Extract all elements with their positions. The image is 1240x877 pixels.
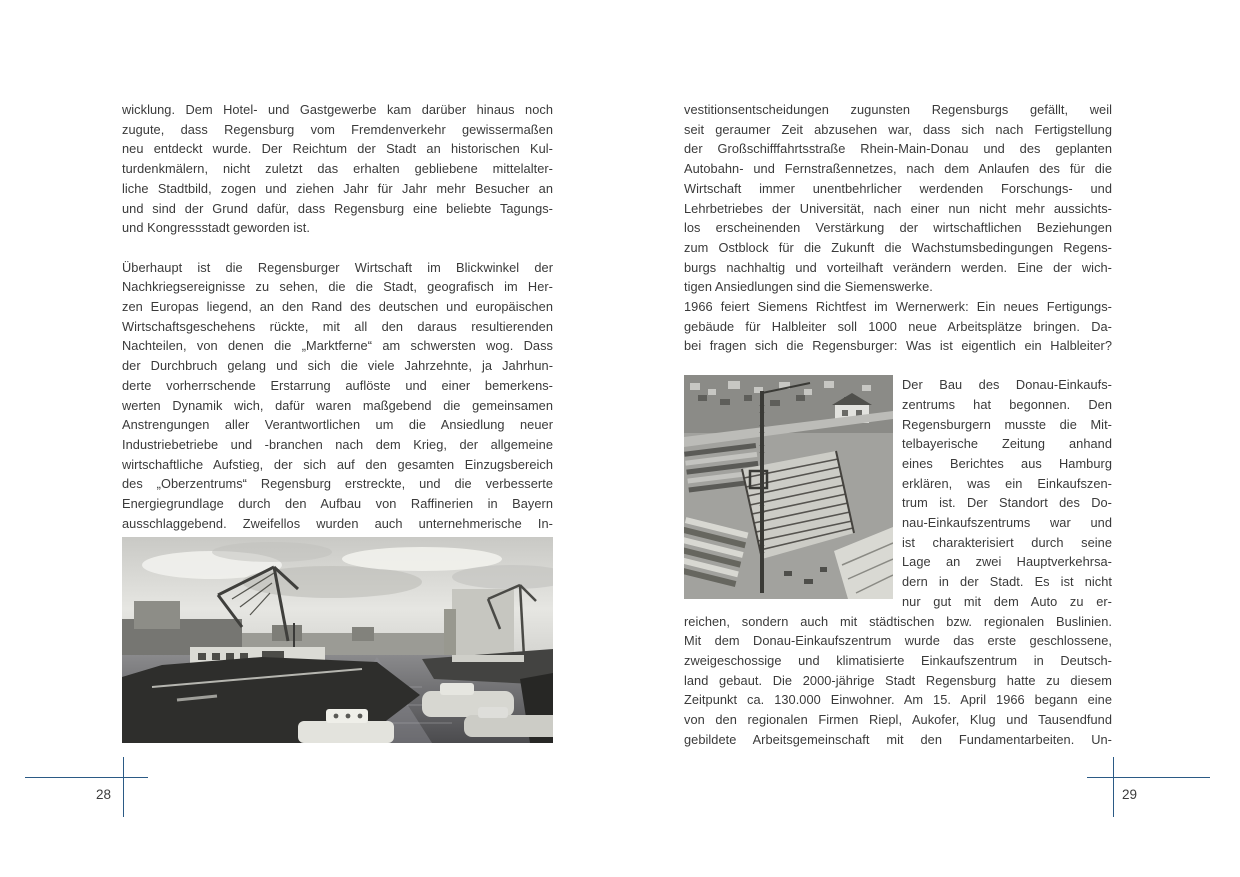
text-line: gebildete Arbeitsgemeinschaft mit den Fundamentarbeiten. Un- — [684, 731, 1112, 747]
harbor-photo-art — [122, 537, 553, 743]
text-line: bei fragen sich die Regensburger: Was ist eigentlich ein Halbleiter? — [684, 338, 1112, 354]
text-line: nau-Einkaufszentrums war und — [902, 515, 1112, 531]
harbor-photo — [122, 537, 553, 743]
text-line: los erscheinenden Verstärkung der wirtschaftlichen Beziehungen — [684, 220, 1112, 236]
page-28-text-column — [122, 100, 553, 743]
text-line: Mit dem Donau-Einkaufszentrum wurde das erste geschlossene, — [684, 633, 1112, 649]
photo-text-wrap — [684, 375, 1112, 749]
construction-photo — [684, 375, 893, 599]
crop-mark-left-horizontal — [25, 777, 148, 778]
text-line: Regensburgern musste die Mit- — [902, 416, 1112, 432]
text-line: und Kongressstadt geworden ist. — [122, 220, 310, 236]
text-line: wicklung. Dem Hotel- und Gastgewerbe kam darüber hinaus noch — [122, 102, 553, 117]
text-line: Nachkriegsereignisse zu sehen, die die Stadt, geografisch im Her- — [122, 279, 553, 295]
text-line: der Durchbruch gelang und sich die viele Jahrzehnte, ja Jahrhun- — [122, 358, 553, 374]
text-line: derte vorherrschende Erstarrung auflöste und einer bemerkens- — [122, 377, 553, 393]
text-line: Anstrengungen aller Verantwortlichen um die Ansiedlung neuer — [122, 417, 553, 433]
text-line: eines Berichtes aus Hamburg — [902, 455, 1112, 471]
construction-photo-art — [684, 375, 893, 599]
crop-mark-right-vertical — [1113, 757, 1114, 817]
text-line: erklären, was ein Einkaufszen- — [902, 475, 1112, 491]
text-line: Wirtschaft immer unentbehrlicher werdenden Forschungs- und — [684, 180, 1112, 196]
text-line: telbayerische Zeitung anhand — [902, 436, 1112, 452]
paragraph-tourism — [122, 100, 553, 238]
text-line: von den regionalen Firmen Riepl, Aukofer, Klug und Tausendfund — [684, 712, 1112, 728]
text-line: tigen Ansiedlungen sind die Siemenswerke. — [684, 279, 933, 295]
text-line: burgs nachhaltig und vorteilhaft verändern werden. Eine der wich- — [684, 259, 1112, 275]
text-line: zweigeschossige und klimatisierte Einkaufszentrum in Deutsch- — [684, 652, 1112, 668]
text-line: Zeitpunkt ca. 130.000 Einwohner. Am 15. April 1966 begann eine — [684, 692, 1112, 708]
paragraph-economy — [122, 258, 553, 534]
text-line: wirtschaftliche Aufstieg, der sich auf den gesamten Einzugsbereich — [122, 456, 553, 472]
text-line: ausschlaggebend. Zweifellos wurden auch unternehmerische In- — [122, 515, 553, 531]
text-line: zugute, dass Regensburg vom Fremdenverkehr gewissermaßen — [122, 121, 553, 137]
text-line: des „Oberzentrums“ Regensburg erstreckte, und die verbesserte — [122, 476, 553, 492]
text-line: Überhaupt ist die Regensburger Wirtschaft im Blickwinkel der — [122, 259, 553, 275]
text-line: Lehrbetriebes der Universität, nach einer nun nicht mehr aussichts- — [684, 200, 1112, 216]
text-line: seit geraumer Zeit abzusehen war, dass sich nach Fertigstellung — [684, 121, 1112, 137]
text-line: zentrums hat begonnen. Den — [902, 396, 1112, 412]
text-line: Der Bau des Donau-Einkaufs- — [902, 377, 1112, 393]
crop-mark-right-horizontal — [1087, 777, 1210, 778]
text-line: zen Europas liegend, an den Rand des deutschen und europäischen — [122, 299, 553, 315]
text-line: zum Ostblock für die Zukunft die Wachstumsbedingungen Regens- — [684, 239, 1112, 255]
text-line: Wirtschaftsgeschehens rückte, mit all den daraus resultierenden — [122, 318, 553, 334]
crop-mark-left-vertical — [123, 757, 124, 817]
text-line: Autobahn- und Fernstraßennetzes, nach dem Anlaufen des für die — [684, 161, 1112, 177]
page-number-28: 28 — [96, 787, 112, 802]
paragraph-investment-siemens — [684, 100, 1112, 356]
text-line: reichen, sondern auch mit städtischen bzw. regionalen Buslinien. — [684, 613, 1112, 629]
text-line: vestitionsentscheidungen zugunsten Regensburgs gefällt, weil — [684, 102, 1112, 117]
text-line: Lage an zwei Hauptverkehrsa- — [902, 554, 1112, 570]
text-line: ist charakterisiert durch seine — [902, 534, 1112, 550]
text-line: nur gut mit dem Auto zu er- — [902, 593, 1112, 609]
text-line: trum ist. Der Standort des Do- — [902, 495, 1112, 511]
text-line: land gebaut. Die 2000-jährige Stadt Regensburg hatte zu diesem — [684, 672, 1112, 688]
page-29-text-column — [684, 100, 1112, 750]
text-line: Nachteilen, von denen die „Marktferne“ am schwersten wog. Dass — [122, 338, 553, 354]
text-line: dern in der Stadt. Es ist nicht — [902, 574, 1112, 590]
text-line: 1966 feiert Siemens Richtfest im Wernerwerk: Ein neues Fertigungs- — [684, 299, 1112, 315]
text-line: gebäude für Halbleiter soll 1000 neue Arbeitsplätze bringen. Da- — [684, 318, 1112, 334]
text-line: und sind der Grund dafür, dass Regensburg eine beliebte Tagungs- — [122, 200, 553, 216]
text-line: turdenkmälern, nicht zuletzt das erhalten gebliebene mittelalter- — [122, 161, 553, 177]
text-line: werten Dynamik wich, dafür waren maßgebend die gemeinsamen — [122, 397, 553, 413]
text-line: Industriebetriebe und -branchen nach dem Krieg, der allgemeine — [122, 436, 553, 452]
text-line: neu entdeckt wurde. Der Reichtum der Stadt an historischen Kul- — [122, 141, 553, 157]
text-line: der Großschifffahrtsstraße Rhein-Main-Donau und des geplanten — [684, 141, 1112, 157]
text-line: liche Stadtbild, zogen und ziehen Jahr für Jahr mehr Besucher an — [122, 180, 553, 196]
text-line: Energiegrundlage durch den Aufbau von Raffinerien in Bayern — [122, 496, 553, 512]
page-number-29: 29 — [1122, 787, 1138, 802]
